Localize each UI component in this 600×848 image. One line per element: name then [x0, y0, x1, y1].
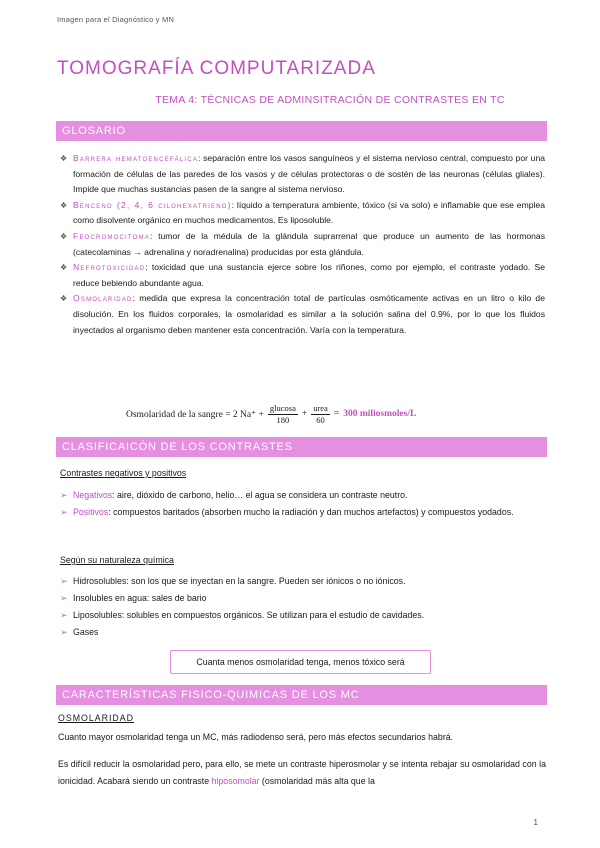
- osmolarity-note-box: Cuanta menos osmolaridad tenga, menos tóxico será: [170, 650, 431, 674]
- paragraph-osmolaridad-1: Cuanto mayor osmolaridad tenga un MC, más radiodenso será, pero más efectos secundarios habrá.: [58, 732, 454, 742]
- list-item-text: Insolubles en agua: sales de bario: [73, 593, 207, 603]
- list-item: [60, 487, 545, 504]
- glossary-definition: : toxicidad que una sustancia ejerce sobre los riñones, como por ejemplo, el contraste yodado. Se reduce bebiendo abundante agua.: [73, 262, 545, 288]
- page-number: 1: [533, 818, 538, 827]
- diamond-cluster-icon: ❖: [60, 263, 68, 273]
- diamond-cluster-icon: ❖: [60, 294, 68, 304]
- glossary-item: [60, 229, 545, 260]
- page-subtitle: TEMA 4: TÉCNICAS DE ADMINSITRACIÓN DE CONTRASTES EN TC: [155, 94, 505, 106]
- chevron-right-icon: ➢: [60, 610, 68, 620]
- formula-fraction-urea: [311, 403, 330, 426]
- formula-lhs: Osmolaridad de la sangre = 2 Na⁺ +: [126, 409, 264, 420]
- fraction-numerator: urea: [313, 402, 328, 413]
- glossary-term: Osmolaridad: [73, 293, 133, 304]
- diamond-cluster-icon: ❖: [60, 231, 68, 241]
- chevron-right-icon: ➢: [60, 576, 68, 586]
- diamond-cluster-icon: ❖: [60, 200, 68, 210]
- glossary-item: [60, 291, 545, 338]
- negativos-label: Negativos: [73, 490, 113, 500]
- list-item-text: Hidrosolubles: son los que se inyectan en la sangre. Pueden ser iónicos o no iónicos.: [73, 576, 406, 586]
- formula-fraction-glucose: [268, 403, 298, 426]
- osmolarity-formula: [126, 399, 416, 429]
- subheading-naturaleza-quimica: Según su naturaleza química: [60, 555, 174, 565]
- positivos-label: Positivos: [73, 507, 109, 517]
- glossary-list: [60, 151, 545, 338]
- glossary-item: [60, 260, 545, 291]
- glossary-definition: : líquido a temperatura ambiente, tóxico (si va solo) e inflamable que ese emplea como disolvente orgánico en muchos medicamentos. Es liposoluble.: [73, 199, 545, 226]
- glossary-item: [60, 151, 545, 198]
- chevron-right-icon: ➢: [60, 490, 68, 500]
- formula-equals: =: [333, 409, 340, 419]
- list-item-text: Gases: [73, 627, 99, 637]
- chevron-right-icon: ➢: [60, 627, 68, 637]
- formula-plus: +: [301, 409, 308, 419]
- list-item: [60, 607, 545, 624]
- section-clasificacion: CLASIFICAICÓN DE LOS CONTRASTES: [56, 437, 547, 457]
- chemical-nature-list: [60, 573, 545, 641]
- positivos-text: : compuestos baritados (absorben mucho la radiación y dan muchos artefactos) y compuestos yodados.: [108, 507, 514, 517]
- fraction-numerator: glucosa: [269, 402, 296, 413]
- paragraph-osmolaridad-2: [58, 756, 546, 790]
- fraction-denominator: 180: [276, 414, 290, 425]
- chevron-right-icon: ➢: [60, 593, 68, 603]
- subheading-osmolaridad: OSMOLARIDAD: [58, 713, 135, 723]
- list-item: [60, 573, 545, 590]
- glossary-definition: : medida que expresa la concentración total de partículas osmóticamente activas en un litro o kilo de disolución. En los fluidos corporales, la osmolaridad es similar a la solución salina del 0.9%, por lo que los fluidos inyectados al organismo deben mantener esta concentración. Varía con la temperatura.: [73, 293, 545, 335]
- list-item-text: Liposolubles: solubles en compuestos orgánicos. Se utilizan para el estudio de cavidades.: [73, 610, 425, 620]
- paragraph-text: Es difícil reducir la osmolaridad pero, para ello, se mete un contraste hiperosmolar y se intenta rebajar su osmolaridad con la ionicidad. Acabará siendo un contraste: [58, 759, 546, 786]
- contrast-type-list: [60, 487, 545, 521]
- fraction-denominator: 60: [316, 414, 325, 425]
- diamond-cluster-icon: ❖: [60, 154, 68, 163]
- section-caracteristicas: CARACTERÍSTICAS FISICO-QUIMICAS DE LOS MC: [56, 685, 547, 705]
- glossary-term: Barrera hematoencefálica: [73, 153, 199, 163]
- formula-result: 300 miliosmoles/L: [343, 409, 417, 419]
- negativos-text: : aire, dióxido de carbono, helio… el agua se considera un contraste neutro.: [112, 490, 408, 500]
- subheading-negativos-positivos: Contrastes negativos y positivos: [60, 468, 187, 478]
- page-title: TOMOGRAFÍA COMPUTARIZADA: [57, 58, 376, 79]
- header-course: Imagen para el Diagnóstico y MN: [57, 15, 175, 24]
- glossary-term: Nefrotoxicidad: [73, 262, 146, 273]
- list-item: [60, 624, 545, 641]
- glossary-definition: : tumor de la médula de la glándula suprarrenal que produce un aumento de las hormonas (catecolaminas → adrenalina y noradrenalina) producidas por esta glándula.: [73, 230, 545, 257]
- chevron-right-icon: ➢: [60, 507, 68, 517]
- paragraph-text: (osmolaridad más alta que la: [259, 776, 375, 786]
- section-glosario: GLOSARIO: [56, 121, 547, 141]
- glossary-term: Benceno (2, 4, 6 cilohexatrieno): [73, 199, 232, 210]
- glossary-item: [60, 198, 545, 229]
- hiposomolar-highlight: hiposomolar: [211, 776, 260, 786]
- glossary-term: Feocromocitoma: [73, 230, 150, 241]
- glossary-definition: : separación entre los vasos sanguíneos y el sistema nervioso central, compuesto por una formación de células de las paredes de los vasos y de células protectoras o de sostén de las neuronas (células gliales). Impide que muchas sustancias pasen de la sangre al sistema nervioso.: [73, 153, 546, 195]
- list-item: [60, 590, 545, 607]
- list-item: [60, 504, 545, 521]
